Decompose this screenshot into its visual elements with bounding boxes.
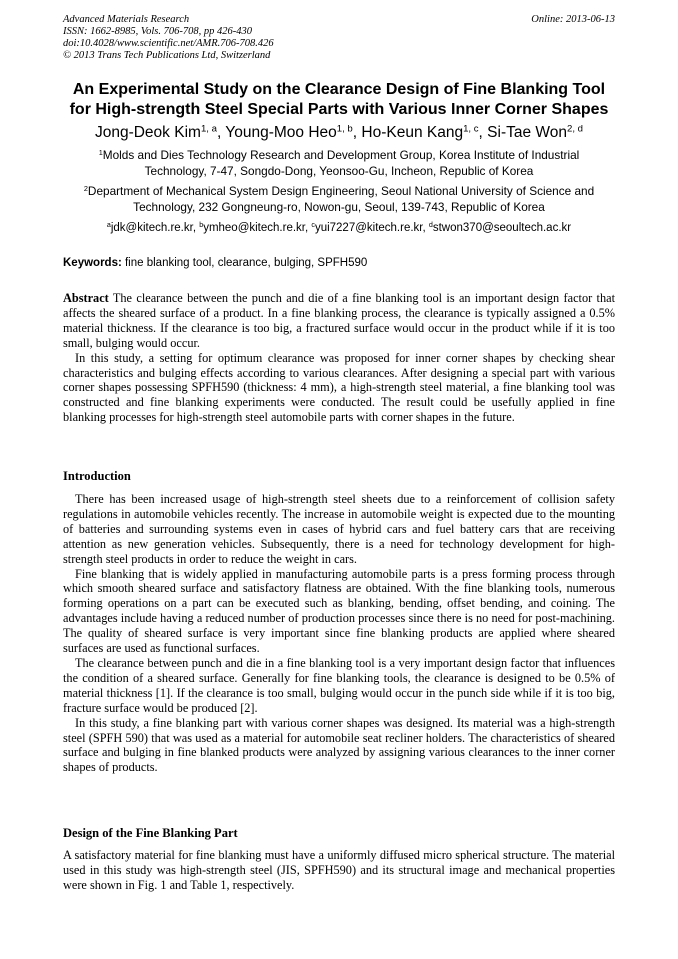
author: Young-Moo Heo$^{1, b}$, — [225, 123, 362, 141]
author-list — [30, 123, 648, 142]
abstract-paragraph: In this study, a setting for optimum clearance was proposed for inner corner shapes by checking shear characteristics and bulging effects according to various clearances. After designing a special part with various corner shapes possessing SPFH590 (thickness: 4 mm), a high-strength steel material, a fine blanking tool was constructed and fine blanking experiments were conducted. The result could be usefully applied in fine blanking processes for high-strength steel automobile parts with corner shapes in the future. — [63, 350, 615, 425]
email: $^d$stwon370@seoultech.ac.kr — [428, 221, 572, 234]
design-body — [63, 848, 615, 893]
affiliation-2: $^2$Department of Mechanical System Design Engineering, Seoul National University of Science and Technology, 232 Gongneung-ro, Nowon-gu, Seoul, 139-743, Republic of Korea — [83, 183, 595, 214]
publication-info — [63, 14, 274, 62]
keywords-label: Keywords: — [63, 257, 122, 269]
author: Ho-Keun Kang$^{1, c}$, — [361, 123, 488, 141]
paper-title — [40, 80, 638, 120]
doi-line: doi:10.4028/www.scientific.net/AMR.706-708.426 — [63, 38, 274, 49]
body-paragraph: A satisfactory material for fine blanking must have a uniformly diffused micro spherical structure. The material used in this study was high-strength steel (JIS, SPFH590) and its structural image and mechanical properties were shown in Fig. 1 and Table 1, respectively. — [63, 848, 615, 892]
author: Si-Tae Won$^{2, d}$ — [487, 123, 584, 141]
section-heading-introduction: Introduction — [63, 469, 131, 483]
body-paragraph: There has been increased usage of high-strength steel sheets due to a reinforcement of collision safety regulations in automobile vehicles recently. The increase in automobile weight is expected due to the mounting of batteries and surrounding systems even in cases of hybrid cars and fuel battery cars that are receiving attention as new generation vehicles. Subsequently, there is a need for technology development for high-strength steel products in order to reduce the weight in cars. — [63, 492, 615, 566]
affiliation-1: $^1$Molds and Dies Technology Research and Development Group, Korea Institute of Industrial Technology, 7-47, Songdo-Dong, Yeonsoo-Gu, Incheon, Republic of Korea — [98, 147, 580, 178]
section-heading-design: Design of the Fine Blanking Part — [63, 826, 238, 840]
body-paragraph: Fine blanking that is widely applied in manufacturing automobile parts is a press forming process through which smooth sheared surface and satisfactory flatness are obtained. With the fine blanking tools, numerous forming operations on a part can be executed such as blanking, bending, offset bending, and coining. The advantages include having a reduced number of production processes since there is no need for post-machining. The quality of sheared surface is very important since fine blanking products are applied where sheared surfaces are used as functional surfaces. — [63, 566, 615, 656]
journal-name: Advanced Materials Research — [63, 14, 190, 25]
author: Jong-Deok Kim$^{1, a}$, — [94, 123, 226, 141]
author-emails — [40, 221, 638, 236]
email: $^b$ymheo@kitech.re.kr, — [199, 221, 312, 234]
abstract — [63, 291, 615, 425]
online-date: Online: 2013-06-13 — [531, 14, 615, 25]
issn-line: ISSN: 1662-8985, Vols. 706-708, pp 426-430 — [63, 26, 252, 37]
email: $^c$yui7227@kitech.re.kr, — [311, 221, 429, 234]
title-line-1: An Experimental Study on the Clearance Design of Fine Blanking Tool — [72, 81, 606, 98]
body-paragraph: The clearance between punch and die in a fine blanking tool is a very important design factor that influences the condition of a sheared surface. Generally for fine blanking tools, the clearance is designed to be 0.5% of material thickness [1]. If the clearance is too small, bulging would occur in the punch side while if it is too big, fracture surface would be produced [2]. — [63, 655, 615, 715]
keywords — [63, 256, 367, 271]
introduction-body — [63, 492, 615, 775]
abstract-paragraph: Abstract The clearance between the punch and die of a fine blanking tool is an important design factor that affects the sheared surface of a product. In a fine blanking process, the clearance is typically assigned a 0.5% material thickness. If the clearance is too big, a fractured surface would occur in the product while if it is too small, bulging would occur. — [63, 291, 615, 350]
keywords-text: fine blanking tool, clearance, bulging, SPFH590 — [121, 257, 368, 269]
email: $^a$jdk@kitech.re.kr, — [106, 221, 200, 234]
title-line-2: for High-strength Steel Special Parts with Various Inner Corner Shapes — [69, 101, 609, 118]
copyright-line: © 2013 Trans Tech Publications Ltd, Switzerland — [63, 50, 271, 61]
abstract-label: Abstract — [63, 291, 109, 305]
body-paragraph: In this study, a fine blanking part with various corner shapes was designed. Its material was a high-strength steel (SPFH 590) that was used as a material for automobile seat recliner holders. The characteristics of sheared surface and bulging in fine blanked products were analyzed by assigning various clearances to the inner corner shapes of products. — [63, 715, 615, 775]
